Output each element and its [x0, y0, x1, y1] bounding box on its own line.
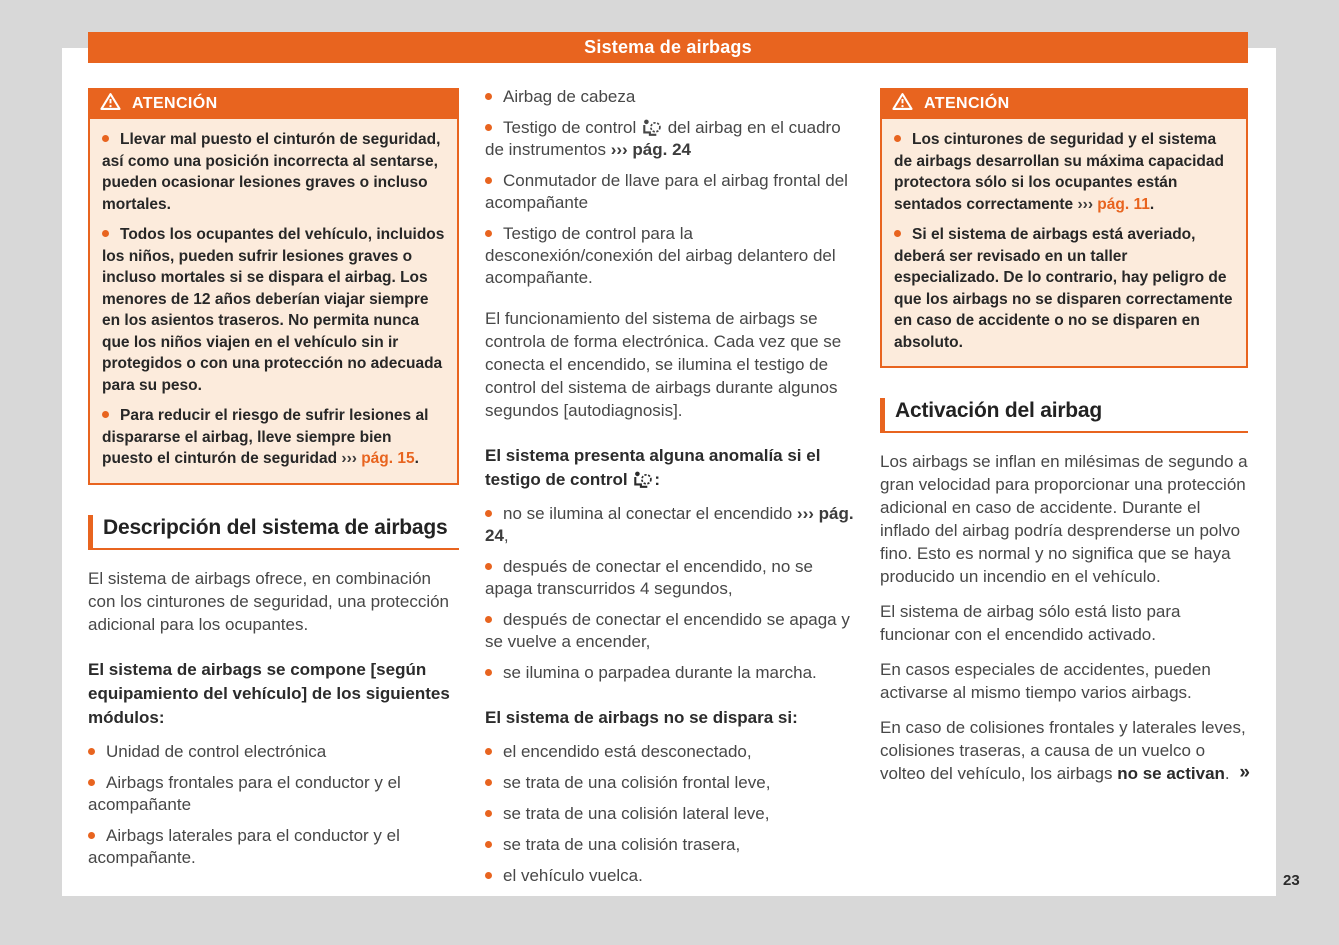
section-heading-activacion — [880, 398, 1248, 433]
page-ref-link[interactable]: pág. 15 — [361, 450, 415, 467]
modules-list-continued — [485, 86, 855, 289]
bullet-marker — [485, 872, 492, 879]
bullet-marker — [894, 135, 901, 142]
paragraph-bold-text: no se activan — [1117, 764, 1225, 783]
warning-item — [102, 129, 445, 215]
list-item-text: , — [503, 526, 509, 545]
warning-box-body — [90, 118, 457, 483]
ref-arrows: ››› — [341, 450, 362, 467]
paragraph: En casos especiales de accidentes, pueden activarse al mismo tiempo varios airbags. — [880, 660, 1211, 702]
list-item — [485, 834, 855, 856]
paragraph: El sistema de airbag sólo está listo para funcionar con el encendido activado. — [880, 602, 1181, 644]
warning-box-header — [89, 89, 458, 119]
warning-item — [102, 405, 445, 470]
bullet-marker — [485, 93, 492, 100]
column-right — [880, 88, 1248, 797]
warning-item — [102, 224, 445, 396]
warning-box-right — [880, 88, 1248, 368]
bullet-marker — [485, 616, 492, 623]
warning-item — [894, 224, 1234, 353]
list-item — [485, 117, 855, 161]
list-item — [88, 825, 459, 869]
column-middle — [485, 86, 855, 905]
bullet-marker — [102, 135, 109, 142]
warning-item-text: Llevar mal puesto el cinturón de seguridad, así como una posición incorrecta al sentarse, pueden ocasionar lesiones graves o incluso mortales. — [102, 131, 441, 213]
paragraph-text: . — [1224, 764, 1230, 783]
lead-text: : — [654, 470, 661, 489]
section-title: Descripción del sistema de airbags — [103, 515, 448, 539]
list-item-text: Airbags laterales para el conductor y el acompañante. — [88, 825, 400, 867]
modules-list — [88, 741, 459, 869]
list-item-text: se trata de una colisión trasera, — [503, 835, 741, 854]
warning-item-text: Si el sistema de airbags está averiado, deberá ser revisado en un taller especializado. De lo contrario, hay peligro de que los airbags no se disparen correctamente en caso de accidente o no se disparen en absoluto. — [894, 226, 1233, 351]
list-item-text: Airbags frontales para el conductor y el acompañante — [88, 772, 401, 814]
bullet-marker — [894, 230, 901, 237]
list-item-text: se ilumina o parpadea durante la marcha. — [503, 663, 817, 682]
page-number: 23 — [1283, 872, 1300, 889]
section-title: Activación del airbag — [895, 399, 1103, 422]
bullet-marker — [485, 177, 492, 184]
list-item — [485, 503, 855, 547]
list-item — [485, 556, 855, 600]
list-item-text: el encendido está desconectado, — [503, 742, 752, 761]
lead-text: El sistema presenta alguna anomalía si el testigo de control — [485, 446, 821, 489]
list-item-text: Unidad de control electrónica — [106, 741, 327, 761]
list-item-text: Testigo de control — [503, 118, 641, 137]
lead-paragraph-anomaly — [485, 444, 855, 492]
column-left — [88, 88, 459, 887]
page-header-bar — [88, 32, 1248, 63]
list-item-text: se trata de una colisión frontal leve, — [503, 773, 771, 792]
bullet-marker — [485, 810, 492, 817]
list-item — [485, 772, 855, 794]
bullet-marker — [485, 510, 492, 517]
paragraph-text: En caso de colisiones frontales y laterales leves, colisiones traseras, a causa de un vuelco o volteo del vehículo, los airbags — [880, 718, 1246, 783]
ref-arrows: ››› — [1077, 195, 1098, 213]
list-item — [485, 741, 855, 763]
list-item-text: Conmutador de llave para el airbag frontal del acompañante — [485, 171, 848, 212]
list-item-text: del airbag en el cuadro de instrumentos — [485, 118, 841, 159]
warning-item-text: Los cinturones de seguridad y el sistema de airbags desarrollan su máxima capacidad protectora sólo si los ocupantes están sentados correctamente — [894, 131, 1224, 213]
list-item-text: después de conectar el encendido, no se apaga transcurridos 4 segundos, — [485, 557, 814, 598]
page-header-title: Sistema de airbags — [584, 37, 752, 57]
list-item — [485, 86, 855, 108]
list-item-text: no se ilumina al conectar el encendido — [503, 504, 797, 523]
warning-triangle-icon — [100, 92, 121, 116]
paragraph: El sistema de airbags ofrece, en combinación con los cinturones de seguridad, una protección adicional para los ocupantes. — [88, 568, 450, 634]
warning-box-body — [882, 118, 1246, 366]
warning-box-header — [881, 89, 1247, 119]
list-item — [485, 865, 855, 887]
bullet-marker — [102, 230, 109, 237]
bullet-marker — [485, 779, 492, 786]
bullet-marker — [88, 779, 95, 786]
warning-box-left — [88, 88, 459, 485]
anomaly-list — [485, 503, 855, 684]
warning-item-text: Todos los ocupantes del vehículo, incluidos los niños, pueden sufrir lesiones graves o incluso mortales si se dispara el airbag. Los menores de 12 años deberían viajar siempre en los asientos traseros. No permita nunca que los niños viajen en el vehículo sin ir protegidos o con una protección no adecuada para su peso. — [102, 226, 445, 394]
page-continuation-marker: » — [1239, 762, 1248, 783]
list-item — [88, 741, 459, 763]
bullet-marker — [88, 832, 95, 839]
page-ref[interactable]: ››› pág. 24 — [610, 140, 691, 159]
bullet-marker — [485, 748, 492, 755]
warning-triangle-icon — [892, 92, 913, 116]
section-heading-descripcion — [88, 515, 459, 550]
bullet-marker — [485, 124, 492, 131]
bullet-marker — [485, 841, 492, 848]
paragraph: El funcionamiento del sistema de airbags se controla de forma electrónica. Cada vez que se conecta el encendido, se ilumina el testigo de control del sistema de airbags durante algunos segundos [autodiagnosis]. — [485, 309, 842, 420]
bullet-marker — [485, 669, 492, 676]
list-item — [88, 772, 459, 816]
list-item — [485, 803, 855, 825]
bullet-marker — [102, 411, 109, 418]
list-item-text: después de conectar el encendido se apaga y se vuelve a encender, — [485, 610, 850, 651]
list-item — [485, 170, 855, 214]
paragraph — [880, 716, 1248, 785]
warning-item-text: . — [414, 450, 419, 467]
lead-paragraph: El sistema de airbags no se dispara si: — [485, 708, 798, 727]
warning-item — [894, 129, 1234, 215]
warning-item-text: . — [1149, 195, 1155, 213]
list-item-text: se trata de una colisión lateral leve, — [503, 804, 770, 823]
page-ref-link[interactable]: pág. 11 — [1097, 195, 1150, 213]
list-item-text: Airbag de cabeza — [503, 87, 636, 106]
warning-item-text: Para reducir el riesgo de sufrir lesiones al dispararse el airbag, lleve siempre bien puesto el cinturón de seguridad — [102, 407, 429, 467]
airbag-indicator-icon — [641, 118, 663, 137]
bullet-marker — [88, 748, 95, 755]
paragraph: Los airbags se inflan en milésimas de segundo a gran velocidad para proporcionar una protección adicional en caso de accidente. Durante el inflado del airbag podría desprenderse un polvo fino. Esto es normal y no significa que se haya producido un incendio en el vehículo. — [880, 452, 1248, 586]
warning-box-title: ATENCIÓN — [924, 95, 1010, 112]
bullet-marker — [485, 230, 492, 237]
lead-paragraph: El sistema de airbags se compone [según equipamiento del vehículo] de los siguientes módulos: — [88, 659, 450, 727]
list-item — [485, 223, 855, 289]
airbag-indicator-icon — [632, 470, 654, 489]
list-item — [485, 662, 855, 684]
no-dispara-list — [485, 741, 855, 887]
list-item — [485, 609, 855, 653]
list-item-text: el vehículo vuelca. — [503, 866, 643, 885]
warning-box-title: ATENCIÓN — [132, 95, 218, 112]
list-item-text: Testigo de control para la desconexión/conexión del airbag delantero del acompañante. — [485, 224, 836, 287]
bullet-marker — [485, 563, 492, 570]
page-ref[interactable]: ››› pág. 24 — [485, 504, 854, 545]
